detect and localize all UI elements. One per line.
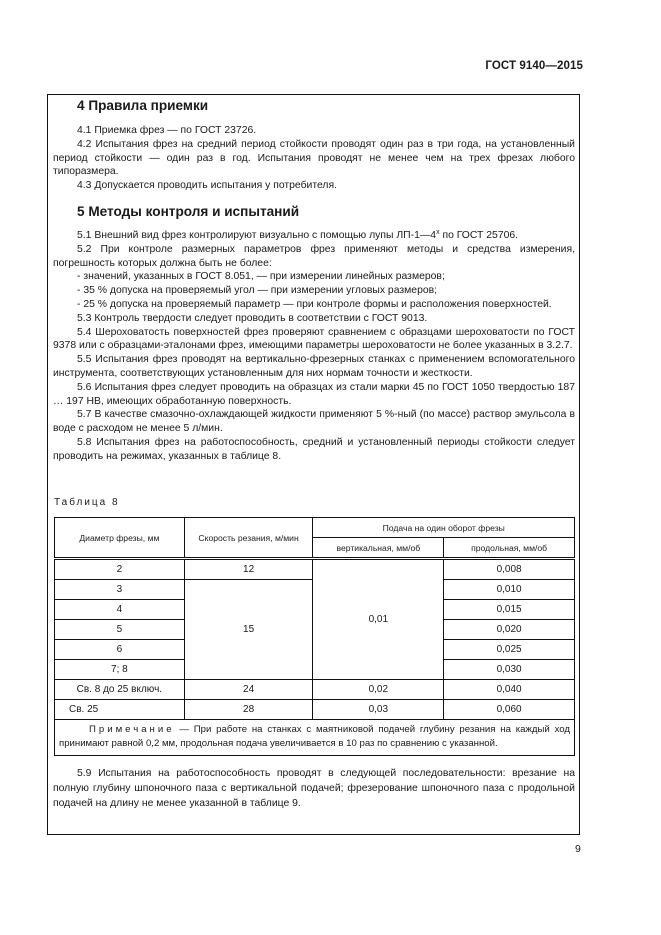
paragraph-5-1-tail: по ГОСТ 25706. xyxy=(439,229,519,241)
cell-diameter: 2 xyxy=(55,559,185,580)
table-note xyxy=(55,720,575,756)
table-row xyxy=(55,559,575,580)
list-item-angular: - 35 % допуска на проверяемый угол — при измерении угловых размеров; xyxy=(77,285,438,297)
header-feed-group: Подача на один оборот фрезы xyxy=(313,518,575,538)
cell-longitudinal: 0,015 xyxy=(444,600,575,620)
paragraph-4-3: 4.3 Допускается проводить испытания у потребителя. xyxy=(77,180,338,192)
paragraph-5-1-text: 5.1 Внешний вид фрез контролируют визуально с помощью лупы ЛП-1—4 xyxy=(77,229,437,241)
paragraph-5-5: 5.5 Испытания фрез проводят на вертикально-фрезерных станках с применением вспомогательного инструмента, соответствующих установленным для них нормам точности и жесткости. xyxy=(53,354,575,379)
table-row xyxy=(55,700,575,720)
cell-diameter: 4 xyxy=(55,600,185,620)
table-8-label: Таблица 8 xyxy=(54,497,120,508)
cell-speed-merged: 15 xyxy=(184,580,313,680)
paragraph-5-3: 5.3 Контроль твердости следует проводить в соответствии с ГОСТ 9013. xyxy=(77,312,428,324)
header-speed: Скорость резания, м/мин xyxy=(184,518,313,559)
cell-longitudinal: 0,008 xyxy=(444,559,575,580)
after-table-content xyxy=(53,767,575,811)
paragraph-5-7: 5.7 В качестве смазочно-охлаждающей жидкости применяют 5 %-ный (по массе) раствор эмульсола в воде с расходом не менее 5 л/мин. xyxy=(53,409,575,435)
cell-speed: 24 xyxy=(184,680,313,700)
paragraph-5-6: 5.6 Испытания фрез следует проводить на образцах из стали марки 45 по ГОСТ 1050 твердостью 187 … 197 HB, имеющих обработанную поверхность. xyxy=(53,381,575,407)
cell-vertical-merged: 0,01 xyxy=(313,559,444,680)
page-content xyxy=(53,97,575,464)
section-4-title: 4 Правила приемки xyxy=(77,98,209,113)
note-text: — При работе на станках с маятниковой подачей глубину резания на каждый ход принимают равной 0,2 мм, продольная подача увеличивается в 10 раз по сравнению с указанной. xyxy=(59,724,570,749)
table-row xyxy=(55,680,575,700)
cell-vertical: 0,03 xyxy=(313,700,444,720)
cell-longitudinal: 0,025 xyxy=(444,640,575,660)
header-diameter: Диаметр фрезы, мм xyxy=(55,518,185,559)
cell-vertical: 0,02 xyxy=(313,680,444,700)
header-vertical-feed: вертикальная, мм/об xyxy=(313,538,444,559)
table-8 xyxy=(54,517,575,756)
table-note-row xyxy=(55,720,575,756)
paragraph-5-2: 5.2 При контроле размерных параметров фрез применяют методы и средства измерения, погрешность которых должна быть не более: xyxy=(53,243,575,269)
cell-diameter: 7; 8 xyxy=(55,660,185,680)
cell-diameter: 5 xyxy=(55,620,185,640)
magnification-superscript: х xyxy=(436,228,440,236)
cell-diameter: Св. 25 xyxy=(55,700,185,720)
cell-diameter: Св. 8 до 25 включ. xyxy=(55,680,185,700)
cell-diameter: 6 xyxy=(55,640,185,660)
paragraph-5-8: 5.8 Испытания фрез на работоспособность, средний и установленный периоды стойкости следует проводить на режимах, указанных в таблице 8. xyxy=(53,436,575,462)
section-5-title: 5 Методы контроля и испытаний xyxy=(77,203,300,219)
cell-diameter: 3 xyxy=(55,580,185,600)
paragraph-5-1 xyxy=(53,229,575,243)
cell-longitudinal: 0,040 xyxy=(444,680,575,700)
paragraph-4-1: 4.1 Приемка фрез — по ГОСТ 23726. xyxy=(77,125,257,136)
page-number: 9 xyxy=(575,843,581,855)
cell-longitudinal: 0,030 xyxy=(444,660,575,680)
note-label: Примечание xyxy=(89,724,175,735)
cell-longitudinal: 0,060 xyxy=(444,700,575,720)
paragraph-5-4: 5.4 Шероховатость поверхностей фрез проверяют сравнением с образцами шероховатости по ГОСТ 9378 или с образцами-эталонами фрез, имеющими параметры шероховатости не более указанных в 3.2.7. xyxy=(53,326,575,352)
header-longitudinal-feed: продольная, мм/об xyxy=(444,538,575,559)
cell-speed: 12 xyxy=(184,559,313,580)
cell-longitudinal: 0,010 xyxy=(444,580,575,600)
cell-speed: 28 xyxy=(184,700,313,720)
document-code-header: ГОСТ 9140—2015 xyxy=(485,60,583,72)
cell-longitudinal: 0,020 xyxy=(444,620,575,640)
list-item-linear: - значений, указанных в ГОСТ 8.051, — при измерении линейных размеров; xyxy=(77,271,445,283)
list-item-form: - 25 % допуска на проверяемый параметр — при контроле формы и расположения поверхностей. xyxy=(77,298,552,310)
paragraph-5-9: 5.9 Испытания на работоспособность проводят в следующей последовательности: врезание на полную глубину шпоночного паза с вертикальной подачей; фрезерование шпоночного паза с продольной подачей на длину не менее указанной в таблице 9. xyxy=(53,768,575,809)
paragraph-4-2: 4.2 Испытания фрез на средний период стойкости проводят один раз в три года, на установленный период стойкости — один раз в год. Испытания проводят не менее чем на трех фрезах любого типоразмера. xyxy=(53,138,575,178)
